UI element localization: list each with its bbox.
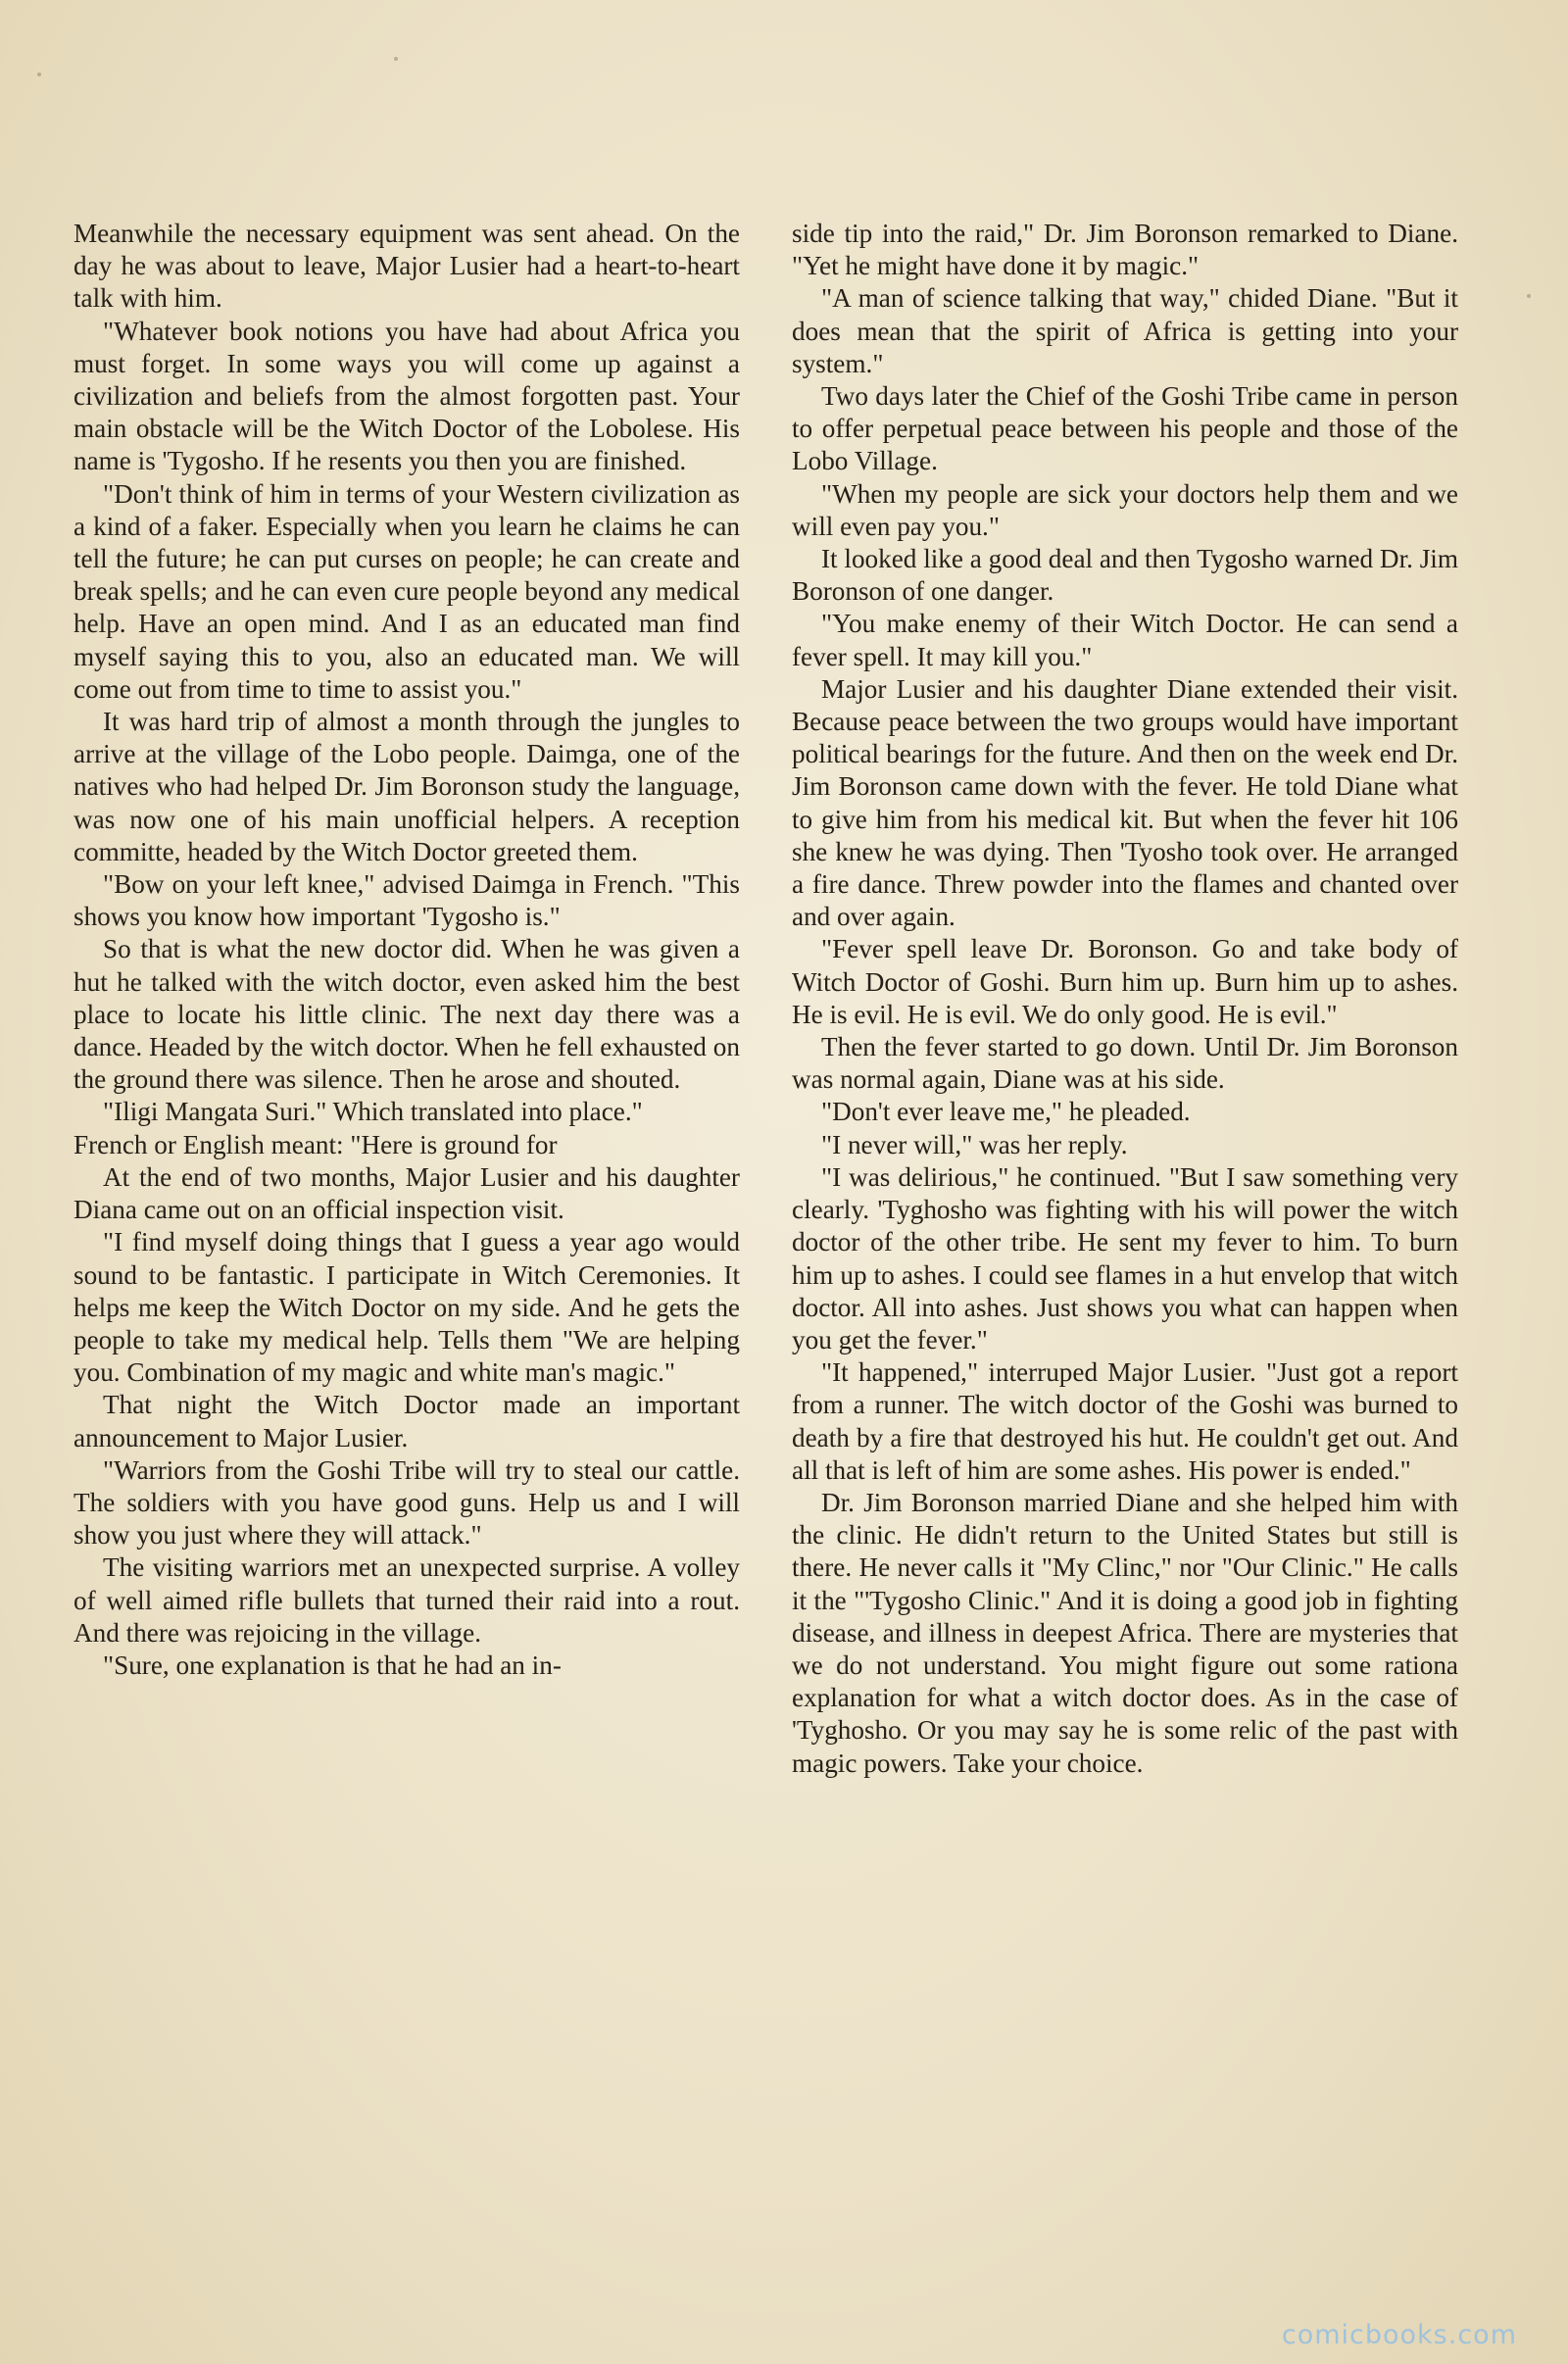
paragraph: Major Lusier and his daughter Diane extended their visit. Because peace between the two groups would have important political bearings for the future. And then on the week end Dr. Jim Boronson came down with the fever. He told Diane what to give him from his medical kit. But when the fever hit 106 she knew he was dying. Then 'Tyosho took over. He arranged a fire dance. Threw powder into the flames and chanted over and over again.: [792, 673, 1458, 932]
paragraph: "Bow on your left knee," advised Daimga in French. "This shows you know how important 'Tygosho is.": [74, 869, 740, 932]
paragraph: Dr. Jim Boronson married Diane and she helped him with the clinic. He didn't return to the United States but still is there. He never calls it "My Clinc," nor "Our Clinic." He calls it the "'Tygosho Clinic." And it is doing a good job in fighting disease, and illness in deepest Africa. There are mysteries that we do not understand. You might figure out some rationa explanation for what a witch doctor does. As in the case of 'Tyghosho. Or you may say he is some relic of the past with magic powers. Take your choice.: [792, 1487, 1458, 1778]
paragraph: "I find myself doing things that I guess a year ago would sound to be fantastic. I participate in Witch Ceremonies. It helps me keep the Witch Doctor on my side. And he gets the people to take my medical help. Tells them "We are helping you. Combination of my magic and white man's magic.": [74, 1227, 740, 1388]
paragraph: Two days later the Chief of the Goshi Tribe came in person to offer perpetual peace between his people and those of the Lobo Village.: [792, 381, 1458, 476]
paragraph: It was hard trip of almost a month through the jungles to arrive at the village of the Lobo people. Daimga, one of the natives who had helped Dr. Jim Boronson study the language, was now one of his main unofficial helpers. A reception committe, headed by the Witch Doctor greeted them.: [74, 707, 740, 866]
paragraph: "A man of science talking that way," chided Diane. "But it does mean that the spirit of Africa is getting into your system.": [792, 283, 1458, 378]
site-watermark: comicbooks.com: [1281, 2320, 1517, 2350]
paragraph: "You make enemy of their Witch Doctor. He can send a fever spell. It may kill you.": [792, 609, 1458, 671]
paragraph: So that is what the new doctor did. When he was given a hut he talked with the witch doctor, even asked him the best place to locate his little clinic. The next day there was a dance. Headed by the witch doctor. When he fell exhausted on the ground there was silence. Then he arose and shouted.: [74, 934, 740, 1095]
paragraph: That night the Witch Doctor made an important announcement to Major Lusier.: [74, 1390, 740, 1453]
paragraph: "When my people are sick your doctors help them and we will even pay you.": [792, 478, 1458, 541]
paragraph: "I was delirious," he continued. "But I saw something very clearly. 'Tyghosho was fighting with his will power the witch doctor of the other tribe. He sent my fever to him. To burn him up to ashes. I could see flames in a hut envelop that witch doctor. All into ashes. Just shows you what can happen when you get the fever.": [792, 1161, 1458, 1354]
paragraph: "Sure, one explanation is that he had an in-: [103, 1650, 562, 1680]
paragraph: "It happened," interruped Major Lusier. "Just got a report from a runner. The witch doctor of the Goshi was burned to death by a fire that destroyed his hut. He couldn't get out. And all that is left of him are some ashes. His power is ended.": [792, 1357, 1458, 1485]
paragraph: "Don't ever leave me," he pleaded.: [821, 1097, 1191, 1127]
article-left-column: [74, 218, 740, 1682]
paragraph: Meanwhile the necessary equipment was sent ahead. On the day he was about to leave, Major Lusier had a heart-to-heart talk with him.: [74, 219, 740, 314]
paragraph: "Don't think of him in terms of your Western civilization as a kind of a faker. Especially when you learn he claims he can tell the future; he can put curses on people; he can create and break spells; and he can even cure people beyond any medical help. Have an open mind. And I as an educated man find myself saying this to you, also an educated man. We will come out from time to time to assist you.": [74, 478, 740, 704]
paragraph: The visiting warriors met an unexpected surprise. A volley of well aimed rifle bullets that turned their raid into a rout. And there was rejoicing in the village.: [74, 1552, 740, 1648]
paragraph: "I never will," was her reply.: [821, 1129, 1128, 1159]
paragraph: "Warriors from the Goshi Tribe will try to steal our cattle. The soldiers with you have good guns. Help us and I will show you just where they will attack.": [74, 1454, 740, 1551]
paragraph: At the end of two months, Major Lusier and his daughter Diana came out on an official inspection visit.: [74, 1161, 740, 1225]
paragraph: Then the fever started to go down. Until Dr. Jim Boronson was normal again, Diane was at his side.: [792, 1032, 1458, 1095]
paragraph: It looked like a good deal and then Tygosho warned Dr. Jim Boronson of one danger.: [792, 544, 1458, 607]
paragraph: side tip into the raid," Dr. Jim Boronson remarked to Diane. "Yet he might have done it by magic.": [792, 219, 1458, 281]
paragraph: French or English meant: "Here is ground for: [74, 1129, 558, 1159]
paragraph: "Fever spell leave Dr. Boronson. Go and take body of Witch Doctor of Goshi. Burn him up. Burn him up to ashes. He is evil. He is evil. We do only good. He is evil.": [792, 934, 1458, 1029]
article-right-column: [792, 218, 1458, 1780]
paragraph: "Whatever book notions you have had about Africa you must forget. In some ways you will come up against a civilization and beliefs from the almost forgotten past. Your main obstacle will be the Witch Doctor of the Lobolese. His name is 'Tygosho. If he resents you then you are finished.: [74, 316, 740, 476]
paragraph: "Iligi Mangata Suri." Which translated into place.": [103, 1097, 643, 1127]
